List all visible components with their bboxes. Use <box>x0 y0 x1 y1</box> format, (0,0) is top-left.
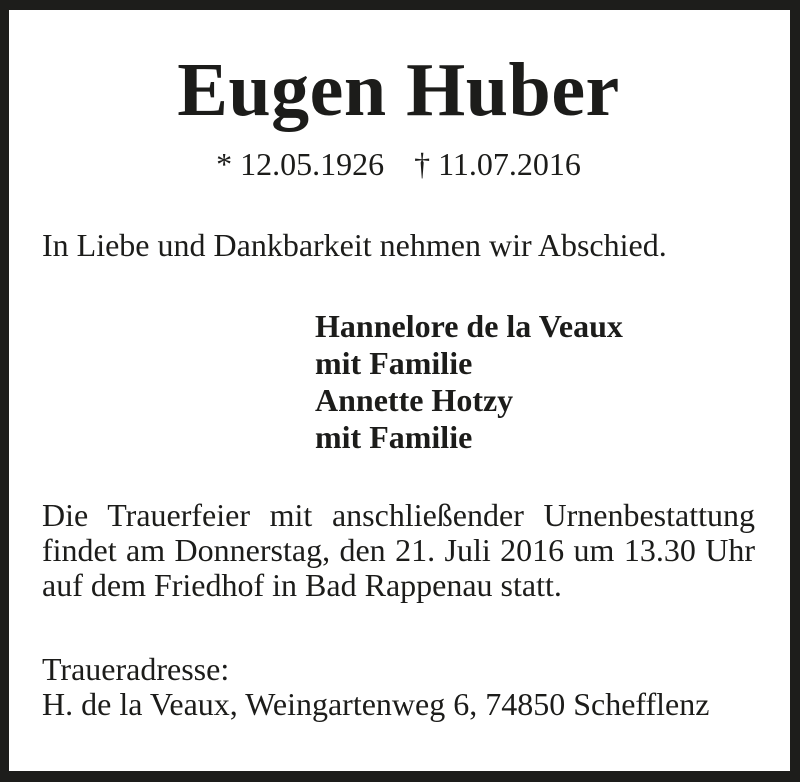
funeral-details-line: Die Trauerfeier mit anschließender Urnenbestattung <box>42 497 755 533</box>
funeral-details-line: auf dem Friedhof in Bad Rappenau statt. <box>42 567 562 603</box>
funeral-details-line: findet am Donnerstag, den 21. Juli 2016 um 13.30 Uhr <box>42 532 755 568</box>
mourner-line: mit Familie <box>315 419 473 455</box>
birth-date: * 12.05.1926 <box>216 146 385 182</box>
obituary-content <box>9 10 790 722</box>
mourner-line: Hannelore de la Veaux <box>315 308 623 344</box>
farewell-line: In Liebe und Dankbarkeit nehmen wir Abschied. <box>42 227 667 263</box>
mourners-list <box>315 308 755 456</box>
mourning-address-line: H. de la Veaux, Weingartenweg 6, 74850 Schefflenz <box>42 686 710 722</box>
death-date: † 11.07.2016 <box>414 146 581 182</box>
mourning-address-label: Traueradresse: <box>42 651 230 687</box>
mourner-line: mit Familie <box>315 345 473 381</box>
life-dates <box>42 147 755 182</box>
funeral-details <box>42 498 755 603</box>
mourning-address <box>42 652 755 722</box>
deceased-name: Eugen Huber <box>177 48 620 132</box>
mourner-line: Annette Hotzy <box>315 382 514 418</box>
